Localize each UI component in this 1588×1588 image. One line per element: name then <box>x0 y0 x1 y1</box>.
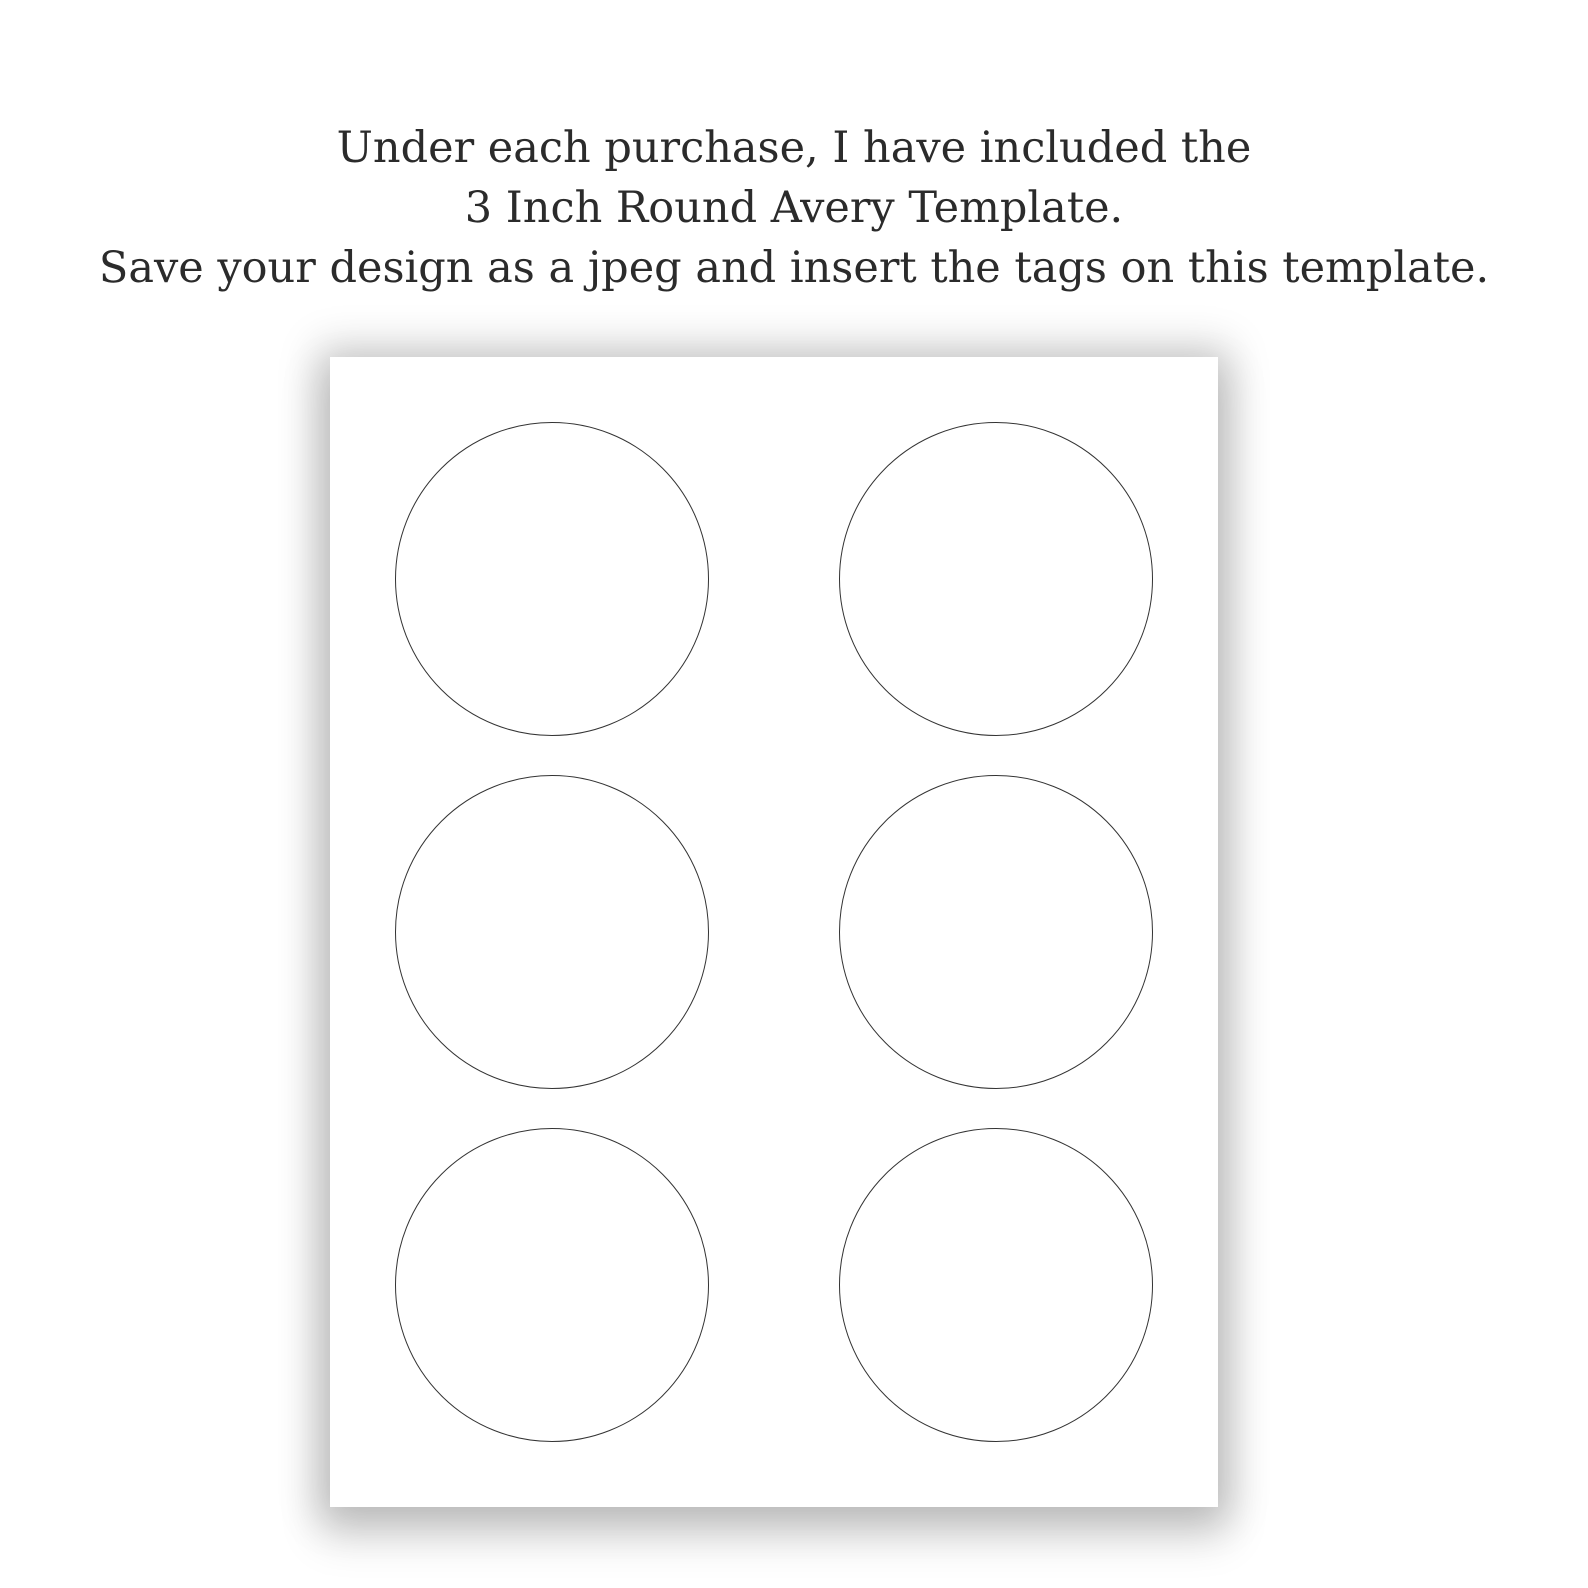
round-label-1 <box>395 422 709 736</box>
caption-line-3: Save your design as a jpeg and insert the tags on this template. <box>98 243 1490 293</box>
round-label-6 <box>839 1128 1153 1442</box>
round-label-3 <box>395 775 709 1089</box>
label-template-sheet <box>330 357 1218 1507</box>
round-label-2 <box>839 422 1153 736</box>
caption-line-1: Under each purchase, I have included the <box>336 123 1252 173</box>
caption-line-2: 3 Inch Round Avery Template. <box>464 183 1124 233</box>
round-label-5 <box>395 1128 709 1442</box>
instructions-caption <box>0 118 1588 298</box>
round-label-4 <box>839 775 1153 1089</box>
